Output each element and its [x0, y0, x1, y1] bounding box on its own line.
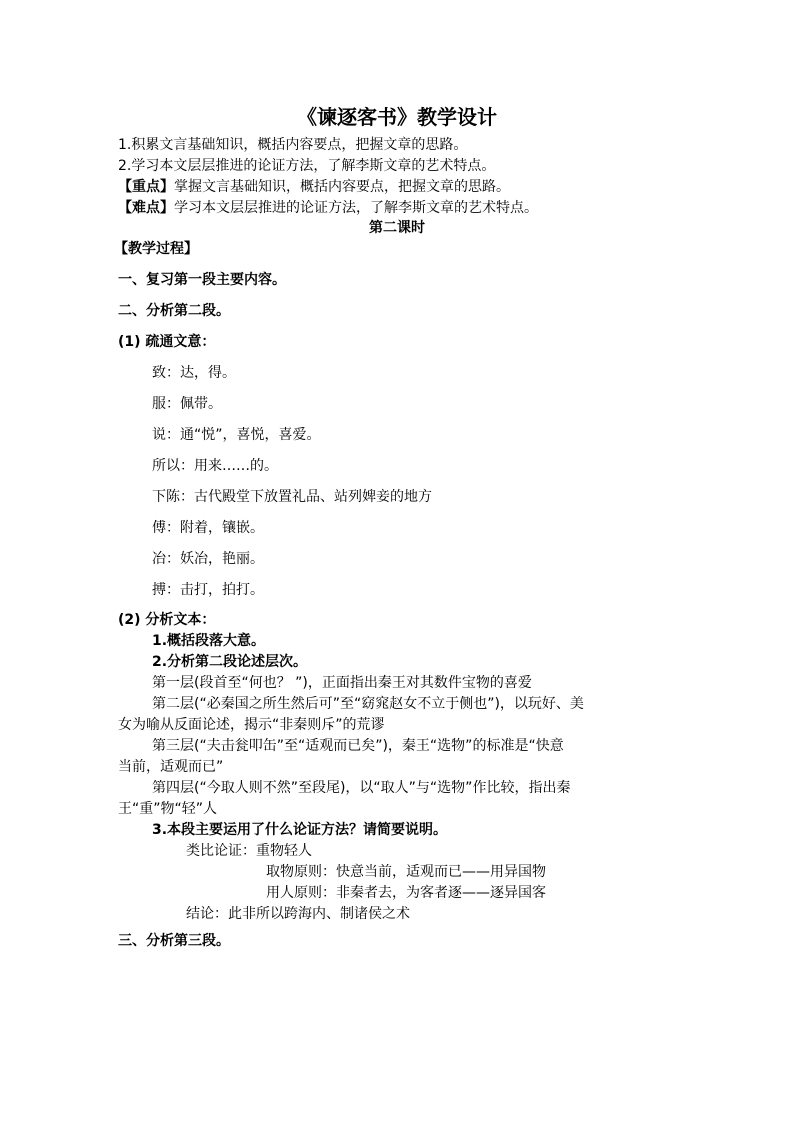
- vocab-item: 下陈：古代殿堂下放置礼品、站列婢妾的地方: [152, 489, 432, 505]
- objective-1: 1.积累文言基础知识，概括内容要点，把握文章的思路。: [118, 137, 468, 153]
- key-point-label: 【重点】: [118, 179, 174, 195]
- task-3: 3.本段主要运用了什么论证方法？请简要说明。: [152, 822, 448, 838]
- layer-line: 第一层(段首至“何也？ ”)，正面指出秦王对其数件宝物的喜爱: [152, 675, 532, 691]
- key-point-text: 掌握文言基础知识，概括内容要点，把握文章的思路。: [174, 179, 510, 195]
- layer-line: 女为喻从反面论述，揭示“非秦则斥”的荒谬: [118, 717, 385, 733]
- subsection-1-heading: (1) 疏通文意：: [118, 334, 216, 350]
- difficult-point: [118, 199, 538, 217]
- subsection-2-heading: (2) 分析文本：: [118, 612, 216, 628]
- analogy-label: 类比论证：重物轻人: [186, 843, 312, 859]
- vocab-item: 服：佩带。: [152, 396, 222, 412]
- analogy-rule-1: 取物原则：快意当前，适观而已——用异国物: [266, 864, 546, 880]
- vocab-item: 所以：用来……的。: [152, 458, 278, 474]
- section-2-heading: 二、分析第二段。: [118, 303, 230, 319]
- layer-line: 当前，适观而已”: [118, 759, 224, 775]
- layer-line: 第四层(“今取人则不然”至段尾)，以“取人”与“选物”作比较，指出秦: [152, 780, 571, 796]
- key-point: [118, 178, 510, 196]
- layer-line: 第三层(“夫击瓮叩缶”至“适观而已矣”)，秦王“选物”的标准是“快意: [152, 738, 564, 754]
- vocab-item: 搏：击打，拍打。: [152, 582, 264, 598]
- lesson-heading: 第二课时: [369, 220, 425, 236]
- vocab-item: 冶：妖冶，艳丽。: [152, 551, 264, 567]
- analogy-rule-2: 用人原则：非秦者去，为客者逐——逐异国客: [266, 885, 546, 901]
- layer-line: 第二层(“必秦国之所生然后可”至“窈窕赵女不立于侧也”)，以玩好、美: [152, 696, 584, 712]
- task-1: 1.概括段落大意。: [152, 633, 266, 649]
- difficult-point-text: 学习本文层层推进的论证方法，了解李斯文章的艺术特点。: [174, 200, 538, 216]
- vocab-item: 说：通“悦”，喜悦，喜爱。: [152, 427, 321, 443]
- objective-2: 2.学习本文层层推进的论证方法，了解李斯文章的艺术特点。: [118, 158, 496, 174]
- process-heading: 【教学过程】: [114, 241, 198, 257]
- vocab-item: 致：达，得。: [152, 365, 236, 381]
- layer-line: 王“重”物“轻”人: [118, 801, 218, 817]
- difficult-point-label: 【难点】: [118, 200, 174, 216]
- vocab-item: 傅：附着，镶嵌。: [152, 520, 264, 536]
- section-3-heading: 三、分析第三段。: [118, 933, 230, 949]
- section-1-heading: 一、复习第一段主要内容。: [118, 272, 286, 288]
- analogy-conclusion: 结论：此非所以跨海内、制诸侯之术: [186, 906, 410, 922]
- task-2: 2.分析第二段论述层次。: [152, 654, 308, 670]
- page-title: 《谏逐客书》教学设计: [297, 105, 497, 129]
